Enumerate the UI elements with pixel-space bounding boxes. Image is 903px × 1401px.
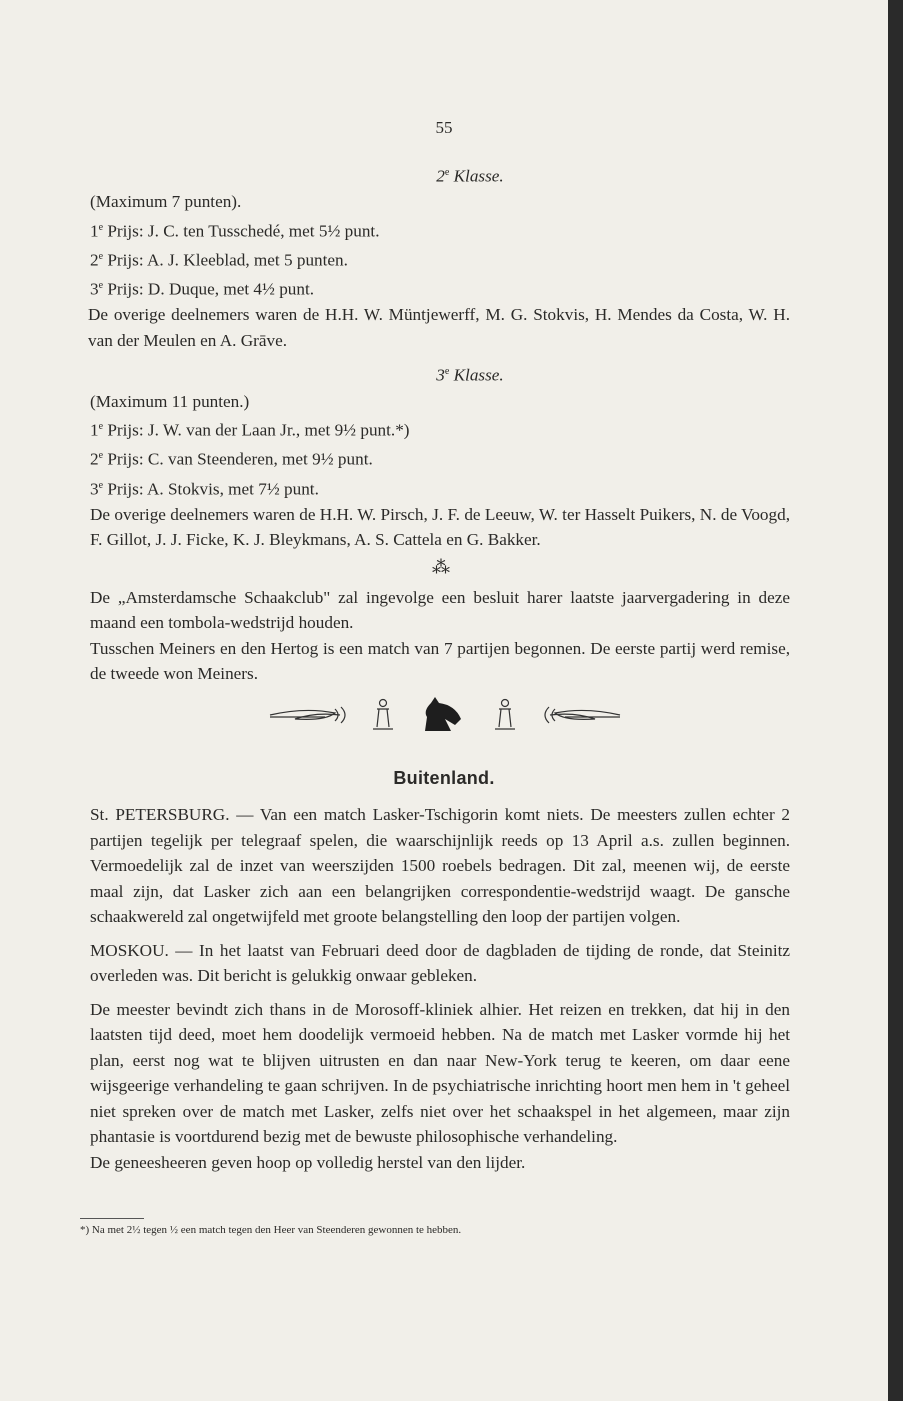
klasse-3-prize-2: 2e Prijs: C. van Steenderen, met 9½ punt. [90,450,373,470]
upper-text-block [90,160,790,687]
klasse-3-prize-3: 3e Prijs: A. Stokvis, met 7½ punt. [90,479,319,499]
news-paragraph-1: De „Amsterdamsche Schaakclub" zal ingevolge een besluit harer laatste jaarvergadering in deze maand een tombola-wedstrijd houden. [90,587,790,633]
klasse-2-prize-2: 2e Prijs: A. J. Kleeblad, met 5 punten. [90,250,348,270]
klasse-3-others: De overige deelnemers waren de H.H. W. Pirsch, J. F. de Leeuw, W. ter Hasselt Puikers, N. de Voogd, F. Gillot, J. J. Ficke, K. J. Bleykmans, A. S. Cattela en G. Bakker. [90,504,790,550]
foreign-paragraph-petersburg: St. PETERSBURG. — Van een match Lasker-Tschigorin komt niets. De meesters zullen echter 2 partijen tegelijk per telegraaf spelen, die waarschijnlijk reeds op 13 April a.s. zullen beginnen. Vermoedelijk zal de inzet van weerszijden 1500 roebels bedragen. Dit zal, meenen wij, de eerste maal zijn, dat Lasker zich aan een belangrijken correspondentie-wedstrijd waagt. De gansche schaakwereld zal ongetwijfeld met groote belangstelling den loop der partijen volgen. [90,805,790,926]
section-title-buitenland: Buitenland. [393,768,495,788]
foreign-paragraph-moskou: MOSKOU. — In het laatst van Februari deed door de dagbladen de tijding de ronde, dat Steinitz overleden was. Dit bericht is gelukkig onwaar gebleken. [90,940,790,985]
klasse-3-prize-1: 1e Prijs: J. W. van der Laan Jr., met 9½ punt.*) [90,420,410,440]
page-number: 55 [435,118,453,137]
klasse-2-prize-1: 1e Prijs: J. C. ten Tusschedé, met 5½ punt. [90,221,380,241]
footnote-divider [80,1218,144,1219]
klasse-2-maximum: (Maximum 7 punten). [90,192,242,212]
klasse-3-heading: 3e Klasse. [436,366,504,386]
klasse-2-heading: 2e Klasse. [436,166,504,186]
news-paragraph-2: Tusschen Meiners en den Hertog is een match van 7 partijen begonnen. De eerste partij werd remise, de tweede won Meiners. [90,638,790,684]
lower-text-block [90,802,790,1175]
foreign-paragraph-herstel: De geneesheeren geven hoop op volledig herstel van den lijder. [90,1152,526,1172]
klasse-3-maximum: (Maximum 11 punten.) [90,391,250,411]
klasse-2-others: De overige deelnemers waren de H.H. W. Müntjewerff, M. G. Stokvis, H. Mendes da Costa, W. H. van der Meulen en A. Grāve. [88,305,790,350]
asterism-divider: ⁂ [432,556,448,577]
footnote: *) Na met 2½ tegen ½ een match tegen den Heer van Steenderen gewonnen te hebben. [80,1224,462,1236]
foreign-paragraph-kliniek: De meester bevindt zich thans in de Morosoff-kliniek alhier. Het reizen en trekken, dat hij in den laatsten tijd deed, moet hem doodelijk vermoeid hebben. Na de match met Lasker vormde hij het plan, eerst nog wat te blijven uitrusten en dan naar New-York terug te keeren, om daar eene wijsgeerige verhandeling te gaan schrijven. In de psychiatrische inrichting hoort men hem in 't geheel niet spreken over de match met Lasker, zelfs niet over het schaakspel in het algemeen, maar zijn phantasie is voortdurend bezig met de bewuste philosophische verhandeling. [90,999,790,1146]
klasse-2-prize-3: 3e Prijs: D. Duque, met 4½ punt. [90,279,315,299]
chess-ornament-icon [265,695,625,735]
